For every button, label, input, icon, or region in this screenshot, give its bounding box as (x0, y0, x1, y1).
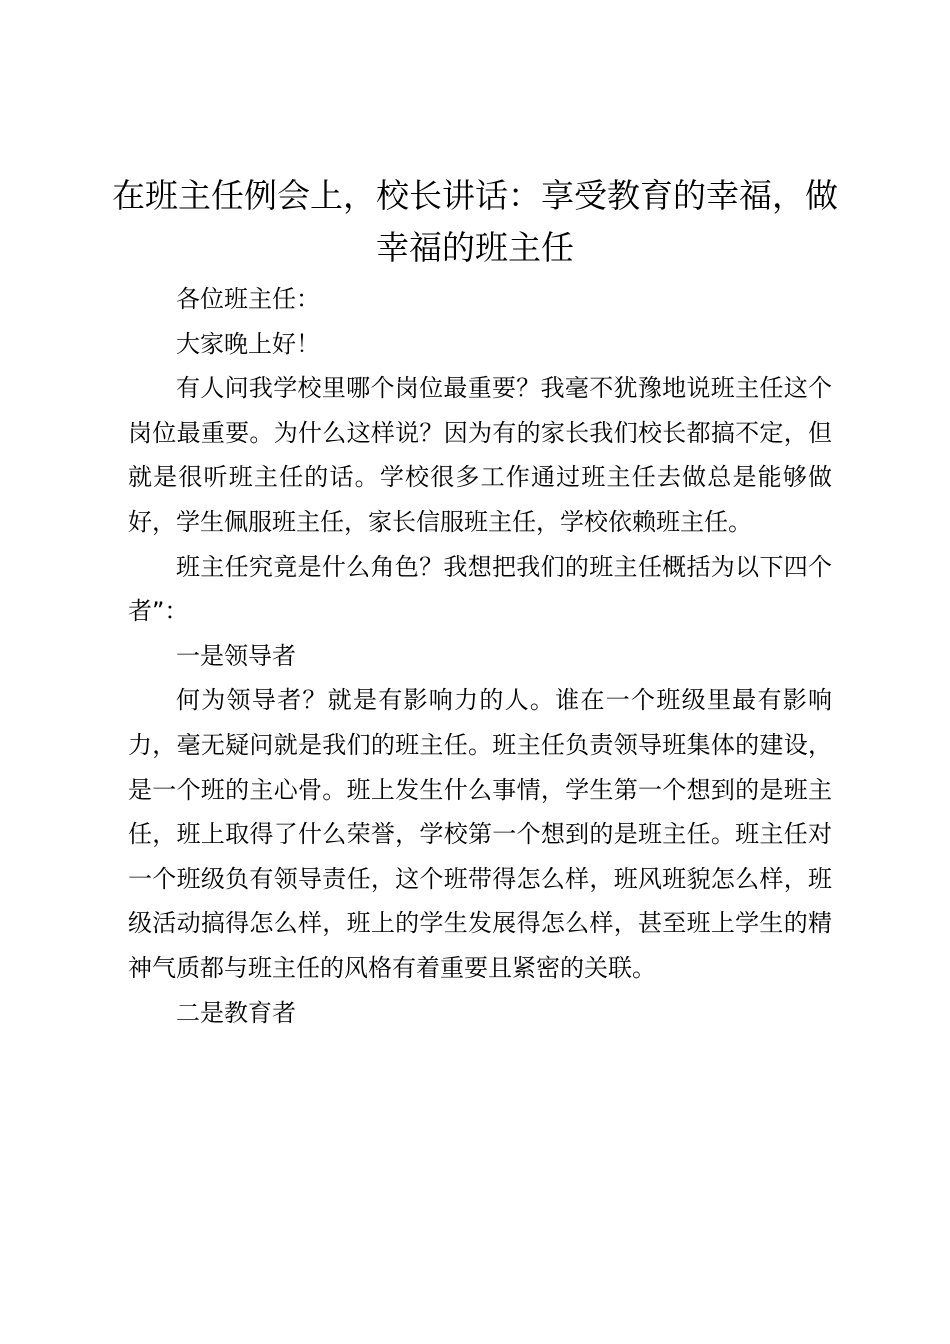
greeting: 大家晚上好！ (176, 329, 320, 358)
section-heading-leader: 一是领导者 (176, 641, 296, 670)
document-body (128, 277, 832, 1035)
paragraph-leader: 何为领导者？就是有影响力的人。谁在一个班级里最有影响力，毫无疑问就是我们的班主任。班主任负责领导班集体的建设，是一个班的主心骨。班上发生什么事情，学生第一个想到的是班主任，班上取得了什么荣誉，学校第一个想到的是班主任。班主任对一个班级负有领导责任，这个班带得怎么样，班风班貌怎么样，班级活动搞得怎么样，班上的学生发展得怎么样，甚至班上学生的精神气质都与班主任的风格有着重要且紧密的关联。 (128, 686, 832, 982)
paragraph-most-important-role: 有人问我学校里哪个岗位最重要？我毫不犹豫地说班主任这个岗位最重要。为什么这样说？因为有的家长我们校长都搞不定，但就是很听班主任的话。学校很多工作通过班主任去做总是能够做好，学生佩服班主任，家长信服班主任，学校依赖班主任。 (128, 374, 832, 536)
paragraph-four-roles: 班主任究竟是什么角色？我想把我们的班主任概括为以下四个者”： (128, 552, 832, 626)
salutation: 各位班主任： (176, 285, 320, 313)
section-heading-educator: 二是教育者 (176, 998, 296, 1027)
document-title: 在班主任例会上，校长讲话：享受教育的幸福，做幸福的班主任 (112, 176, 838, 267)
